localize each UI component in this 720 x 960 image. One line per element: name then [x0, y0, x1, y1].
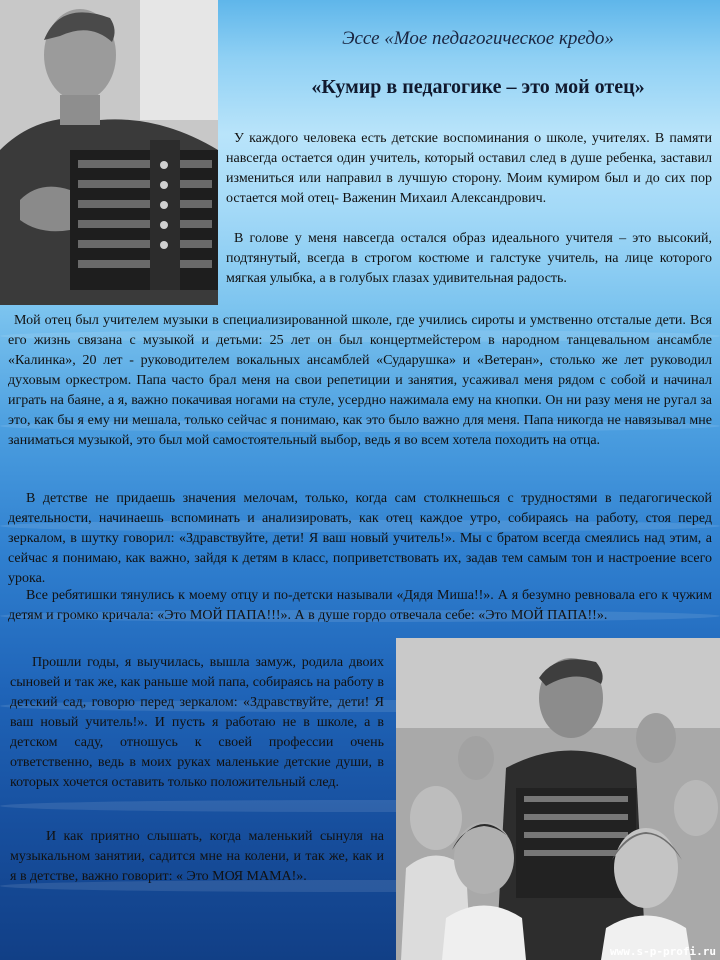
- main-title: «Кумир в педагогике – это мой отец»: [311, 76, 645, 98]
- photo-father-with-children-image: [396, 638, 720, 960]
- watermark: www.s-p-profi.ru: [610, 945, 716, 958]
- paragraph: У каждого человека есть детские воспоминания о школе, учителях. В памяти навсегда остается один учитель, который оставил след в душе ребенка, заставил измениться или направил в лучшую сторону. Моим кумиром был и до сих пор остается мой отец- Важенин Михаил Александрович.: [226, 131, 712, 206]
- photo-father-accordion-image: [0, 0, 218, 305]
- paragraph: В голове у меня навсегда остался образ идеального учителя – это высокий, подтянутый, всегда в строгом костюме и галстуке учитель, на лице которого мягкая улыбка, а в голубых глазах удивительная радость.: [226, 231, 712, 286]
- paragraph: И как приятно слышать, когда маленький сынуля на музыкальном занятии, садится мне на колени, и так же, как и я в детстве, важно говорит: « Это МОЯ МАМА!».: [10, 829, 384, 884]
- paragraph: Все ребятишки тянулись к моему отцу и по-детски называли «Дядя Миша!!». А я безумно ревновала его к чужим детям и громко кричала: «Это МОЙ ПАПА!!!». А в душе гордо отвечала себе: «Это МОЙ ПАПА!!».: [8, 588, 712, 623]
- photo-father-accordion: [0, 0, 218, 305]
- paragraph: Прошли годы, я выучилась, вышла замуж, родила двоих сыновей и так же, как раньше мой папа, собираясь на работу в детский сад, говорю перед зеркалом: «Здравствуйте, дети! Я ваш новый учитель!». И пусть я работаю не в школе, а в детском саду, отношусь к своей профессии очень ответственно, ведь в моих руках маленькие детские души, в которых хочется оставить только положительный след.: [10, 655, 384, 790]
- photo-father-with-children: [396, 638, 720, 960]
- paragraph: В детстве не придаешь значения мелочам, только, когда сам столкнешься с трудностями в педагогической деятельности, начинаешь вспоминать и анализировать, как отец каждое утро, собираясь на работу, стоя перед зеркалом, в шутку говорил: «Здравствуйте, дети! Я ваш новый учитель!». Мы с братом всегда смеялись над этим, а сейчас я понимаю, как важно, зайдя к детям в класс, поприветствовать их, задав тем самым тон и настроение всего урока.: [8, 491, 712, 586]
- essay-title: Эссе «Мое педагогическое кредо»: [342, 28, 614, 49]
- paragraph: Мой отец был учителем музыки в специализированной школе, где учились сироты и умственно отсталые дети. Вся его жизнь связана с музыкой и детьми: 25 лет он был концертмейстером в народном танцевальном ансамбле «Калинка», 20 лет - руководителем вокальных ансамблей «Сударушка» и «Ветеран», столько же лет руководил духовым оркестром. Папа часто брал меня на свои репетиции и занятия, усаживал меня рядом с собой и начинал играть на баяне, а я, важно покачивая ногами на стуле, усердно нажимала ему на кнопки. Он ни разу меня не ругал за это, как бы я ему ни мешала, только сейчас я понимаю, как это было важно для меня. Папа никогда не навязывал мне заниматься музыкой, это был мой самостоятельный выбор, ведь я во всем хотела походить на отца.: [8, 313, 712, 448]
